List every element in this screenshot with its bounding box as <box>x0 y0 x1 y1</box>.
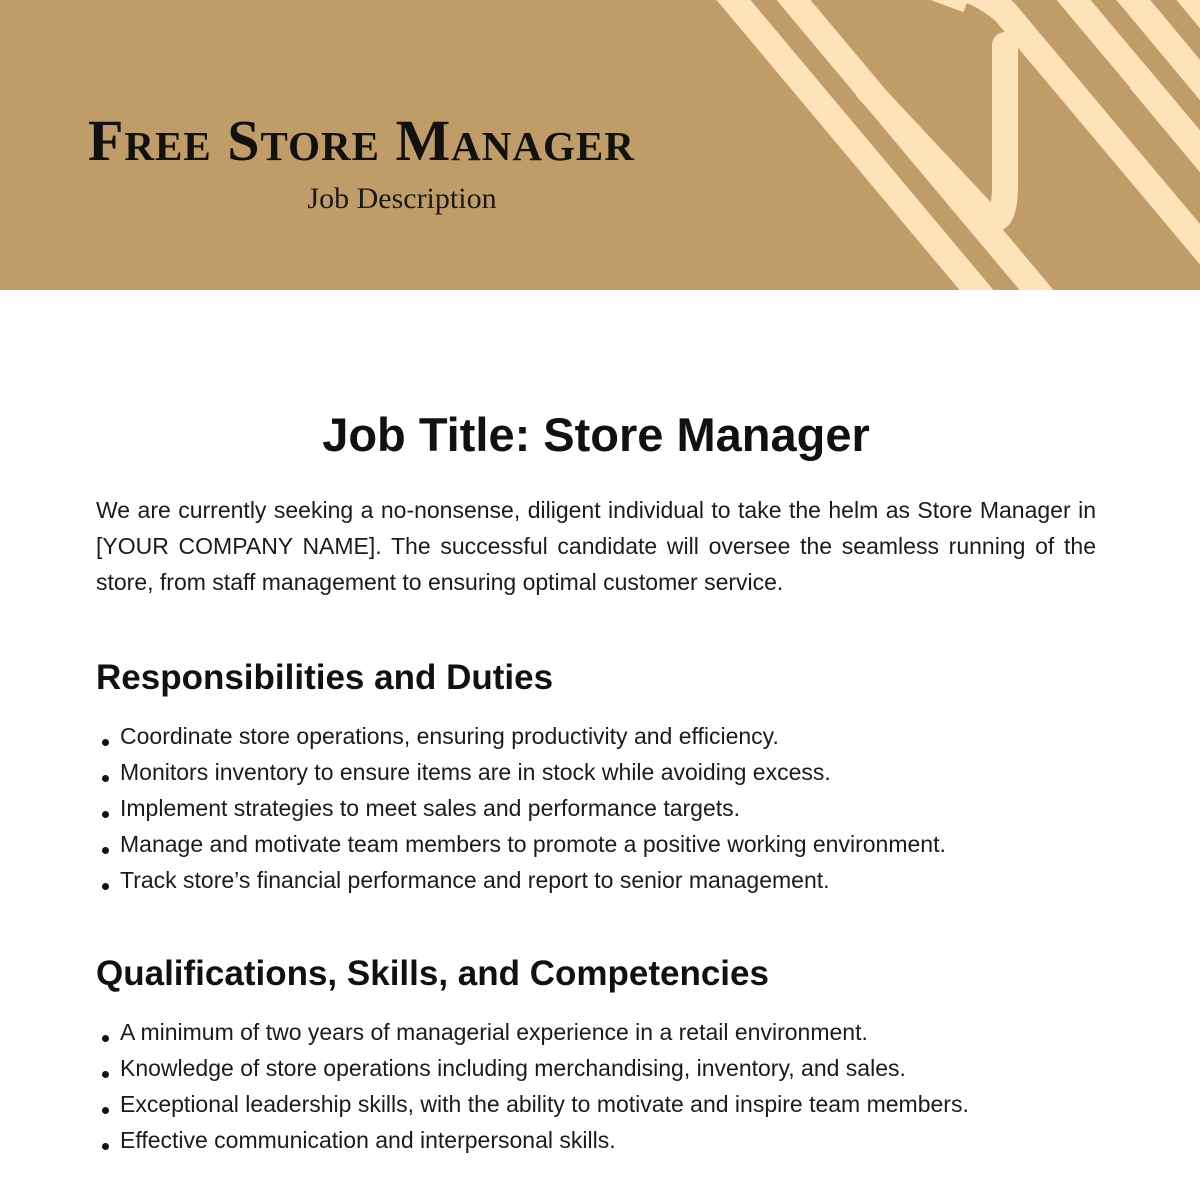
list-item-text: Monitors inventory to ensure items are in stock while avoiding excess. <box>120 759 831 785</box>
list-item-text: A minimum of two years of managerial experience in a retail environment. <box>120 1019 868 1045</box>
bullet-icon <box>102 811 109 818</box>
list-item <box>96 754 1096 790</box>
list-item <box>96 1086 1096 1122</box>
bullet-icon <box>102 739 109 746</box>
bullet-icon <box>102 847 109 854</box>
responsibilities-list <box>96 718 1096 898</box>
section-heading-responsibilities: Responsibilities and Duties <box>96 658 554 697</box>
bullet-icon <box>102 775 109 782</box>
list-item <box>96 1122 1096 1158</box>
list-item-text: Implement strategies to meet sales and performance targets. <box>120 795 741 821</box>
list-item-text: Track store’s financial performance and report to senior management. <box>120 867 830 893</box>
list-item <box>96 1014 1096 1050</box>
intro-paragraph: We are currently seeking a no-nonsense, diligent individual to take the helm as Store Manager in [YOUR COMPANY NAME]. The successful candidate will oversee the seamless running of the store, from staff management to ensuring optimal customer service. <box>96 497 1096 595</box>
bullet-icon <box>102 1143 109 1150</box>
list-item-text: Manage and motivate team members to promote a positive working environment. <box>120 831 946 857</box>
banner-title: Free Store Manager <box>88 108 635 173</box>
list-item <box>96 1050 1096 1086</box>
bullet-icon <box>102 1071 109 1078</box>
list-item <box>96 718 1096 754</box>
banner-subtitle: Job Description <box>307 182 497 215</box>
header-banner <box>0 0 1200 290</box>
list-item-text: Exceptional leadership skills, with the ability to motivate and inspire team members. <box>120 1091 969 1117</box>
list-item <box>96 790 1096 826</box>
list-item-text: Coordinate store operations, ensuring productivity and efficiency. <box>120 723 779 749</box>
list-item-text: Effective communication and interpersonal skills. <box>120 1127 616 1153</box>
list-item <box>96 826 1096 862</box>
bullet-icon <box>102 1035 109 1042</box>
bullet-icon <box>102 1107 109 1114</box>
qualifications-list <box>96 1014 1096 1158</box>
list-item-text: Knowledge of store operations including merchandising, inventory, and sales. <box>120 1055 906 1081</box>
list-item <box>96 862 1096 898</box>
bullet-icon <box>102 883 109 890</box>
section-heading-qualifications: Qualifications, Skills, and Competencies <box>96 954 769 993</box>
job-title: Job Title: Store Manager <box>322 408 870 461</box>
document-body <box>96 404 1096 1158</box>
